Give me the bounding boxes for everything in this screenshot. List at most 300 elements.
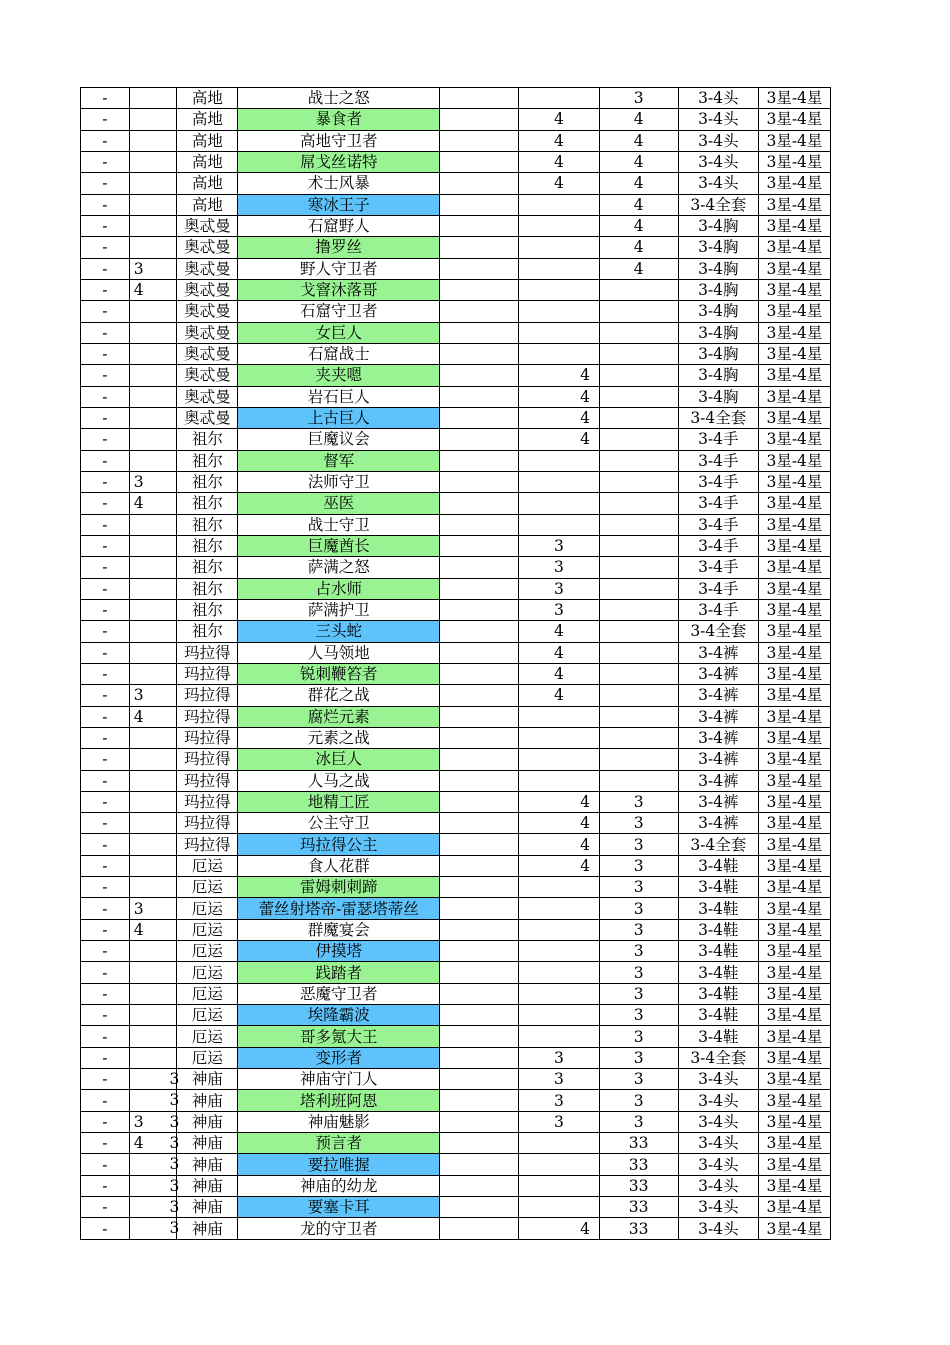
stars-cell[interactable]: 3星-4星 (758, 1175, 830, 1196)
stars-cell[interactable]: 3星-4星 (758, 749, 830, 770)
region-cell[interactable]: 祖尔 (177, 621, 238, 642)
tier-cell[interactable] (129, 983, 177, 1004)
blank-cell[interactable] (440, 130, 519, 151)
boss-cell[interactable]: 高地守卫者 (238, 130, 440, 151)
region-cell[interactable]: 玛拉得 (177, 813, 238, 834)
blank-cell[interactable] (440, 279, 519, 300)
num-b-cell[interactable] (599, 578, 678, 599)
stars-cell[interactable]: 3星-4星 (758, 279, 830, 300)
boss-cell[interactable]: 人马领地 (238, 642, 440, 663)
tier-cell[interactable] (129, 301, 177, 322)
region-cell[interactable]: 玛拉得 (177, 642, 238, 663)
blank-cell[interactable] (440, 855, 519, 876)
num-b-cell[interactable]: 4 (599, 215, 678, 236)
blank-cell[interactable] (440, 215, 519, 236)
num-b-cell[interactable] (599, 770, 678, 791)
tier-cell[interactable] (129, 130, 177, 151)
blank-cell[interactable] (440, 237, 519, 258)
region-cell[interactable]: 高地 (177, 194, 238, 215)
num-b-cell[interactable]: 3 (599, 88, 678, 109)
boss-cell[interactable]: 撸罗丝 (238, 237, 440, 258)
blank-cell[interactable] (440, 1154, 519, 1175)
tier-cell[interactable] (129, 215, 177, 236)
dash-cell[interactable]: - (81, 898, 130, 919)
num-a-cell[interactable] (519, 365, 599, 386)
gear-cell[interactable]: 3-4头 (678, 1111, 758, 1132)
stars-cell[interactable]: 3星-4星 (758, 685, 830, 706)
num-b-cell[interactable] (599, 429, 678, 450)
stars-cell[interactable]: 3星-4星 (758, 514, 830, 535)
stars-cell[interactable]: 3星-4星 (758, 834, 830, 855)
num-b-cell[interactable]: 4 (599, 130, 678, 151)
region-cell[interactable]: 祖尔 (177, 535, 238, 556)
num-a-cell[interactable] (519, 1090, 599, 1111)
gear-cell[interactable]: 3-4全套 (678, 1047, 758, 1068)
region-cell[interactable]: 厄运 (177, 1005, 238, 1026)
tier-cell[interactable] (129, 535, 177, 556)
dash-cell[interactable]: - (81, 727, 130, 748)
gear-cell[interactable]: 3-4胸 (678, 215, 758, 236)
gear-cell[interactable]: 3-4手 (678, 557, 758, 578)
gear-cell[interactable]: 3-4裤 (678, 727, 758, 748)
dash-cell[interactable]: - (81, 535, 130, 556)
dash-cell[interactable]: - (81, 343, 130, 364)
boss-cell[interactable]: 践踏者 (238, 962, 440, 983)
tier-cell[interactable] (129, 813, 177, 834)
region-cell[interactable]: 玛拉得 (177, 834, 238, 855)
blank-cell[interactable] (440, 642, 519, 663)
num-a-cell[interactable] (519, 706, 599, 727)
stars-cell[interactable]: 3星-4星 (758, 621, 830, 642)
region-cell[interactable]: 神庙 (177, 1111, 238, 1132)
blank-cell[interactable] (440, 599, 519, 620)
blank-cell[interactable] (440, 877, 519, 898)
num-b-cell[interactable]: 3 (599, 919, 678, 940)
blank-cell[interactable] (440, 493, 519, 514)
num-b-cell[interactable]: 3 (599, 1069, 678, 1090)
stars-cell[interactable]: 3星-4星 (758, 1069, 830, 1090)
gear-cell[interactable]: 3-4鞋 (678, 877, 758, 898)
num-a-cell[interactable] (519, 919, 599, 940)
blank-cell[interactable] (440, 407, 519, 428)
gear-cell[interactable]: 3-4裤 (678, 770, 758, 791)
num-a-cell[interactable] (519, 1133, 599, 1154)
tier-cell[interactable] (129, 1069, 180, 1090)
gear-cell[interactable]: 3-4头 (678, 1197, 758, 1218)
blank-cell[interactable] (440, 1090, 519, 1111)
tier-cell[interactable] (129, 621, 177, 642)
num-b-cell[interactable]: 4 (599, 151, 678, 172)
stars-cell[interactable]: 3星-4星 (758, 642, 830, 663)
region-cell[interactable]: 祖尔 (177, 471, 238, 492)
boss-cell[interactable]: 巫医 (238, 493, 440, 514)
boss-cell[interactable]: 群花之战 (238, 685, 440, 706)
blank-cell[interactable] (440, 621, 519, 642)
blank-cell[interactable] (440, 941, 519, 962)
boss-cell[interactable]: 玛拉得公主 (238, 834, 440, 855)
stars-cell[interactable]: 3星-4星 (758, 877, 830, 898)
gear-cell[interactable]: 3-4全套 (678, 834, 758, 855)
num-b-cell[interactable]: 4 (599, 194, 678, 215)
gear-cell[interactable]: 3-4鞋 (678, 941, 758, 962)
num-b-cell[interactable]: 3 (599, 791, 678, 812)
region-cell[interactable]: 祖尔 (177, 599, 238, 620)
tier-cell[interactable] (129, 1047, 177, 1068)
dash-cell[interactable]: - (81, 557, 130, 578)
tier-cell[interactable] (129, 791, 177, 812)
num-a-cell[interactable] (519, 386, 599, 407)
num-a-cell[interactable] (519, 557, 599, 578)
stars-cell[interactable]: 3星-4星 (758, 919, 830, 940)
tier-cell[interactable] (129, 1005, 177, 1026)
dash-cell[interactable]: - (81, 983, 130, 1004)
region-cell[interactable]: 高地 (177, 173, 238, 194)
dash-cell[interactable]: - (81, 749, 130, 770)
num-b-cell[interactable]: 3 (599, 1026, 678, 1047)
tier-cell[interactable] (129, 386, 177, 407)
blank-cell[interactable] (440, 663, 519, 684)
gear-cell[interactable]: 3-4头 (678, 1154, 758, 1175)
num-b-cell[interactable] (599, 365, 678, 386)
stars-cell[interactable]: 3星-4星 (758, 983, 830, 1004)
num-b-cell[interactable] (599, 727, 678, 748)
stars-cell[interactable]: 3星-4星 (758, 706, 830, 727)
gear-cell[interactable]: 3-4头 (678, 1069, 758, 1090)
dash-cell[interactable]: - (81, 770, 130, 791)
stars-cell[interactable]: 3星-4星 (758, 898, 830, 919)
num-a-cell[interactable] (519, 151, 599, 172)
region-cell[interactable]: 奥忒曼 (177, 258, 238, 279)
blank-cell[interactable] (440, 727, 519, 748)
dash-cell[interactable]: - (81, 1197, 130, 1218)
num-b-cell[interactable]: 4 (599, 173, 678, 194)
boss-cell[interactable]: 屌戈丝诺特 (238, 151, 440, 172)
blank-cell[interactable] (440, 1026, 519, 1047)
num-b-cell[interactable]: 3 (599, 1005, 678, 1026)
tier-cell[interactable] (129, 855, 177, 876)
num-b-cell[interactable]: 4 (599, 237, 678, 258)
boss-cell[interactable]: 寒冰王子 (238, 194, 440, 215)
blank-cell[interactable] (440, 983, 519, 1004)
stars-cell[interactable]: 3星-4星 (758, 258, 830, 279)
gear-cell[interactable]: 3-4鞋 (678, 962, 758, 983)
tier-cell[interactable] (129, 578, 177, 599)
boss-cell[interactable]: 地精工匠 (238, 791, 440, 812)
num-b-cell[interactable]: 3 (599, 983, 678, 1004)
region-cell[interactable]: 奥忒曼 (177, 215, 238, 236)
num-b-cell[interactable]: 3 (599, 1090, 678, 1111)
dash-cell[interactable]: - (81, 471, 130, 492)
dash-cell[interactable]: - (81, 173, 130, 194)
blank-cell[interactable] (440, 578, 519, 599)
gear-cell[interactable]: 3-4头 (678, 88, 758, 109)
num-a-cell[interactable] (519, 685, 599, 706)
gear-cell[interactable]: 3-4胸 (678, 343, 758, 364)
num-b-cell[interactable] (599, 514, 678, 535)
tier-cell[interactable] (129, 599, 177, 620)
tier-cell[interactable] (129, 173, 177, 194)
num-b-cell[interactable] (599, 450, 678, 471)
region-cell[interactable]: 厄运 (177, 1026, 238, 1047)
dash-cell[interactable]: - (81, 791, 130, 812)
num-a-cell[interactable] (519, 877, 599, 898)
blank-cell[interactable] (440, 770, 519, 791)
tier-cell[interactable] (129, 493, 177, 514)
gear-cell[interactable]: 3-4胸 (678, 322, 758, 343)
tier-cell[interactable] (129, 109, 177, 130)
num-a-cell[interactable] (519, 962, 599, 983)
boss-cell[interactable]: 萨满护卫 (238, 599, 440, 620)
tier-cell[interactable] (129, 941, 177, 962)
boss-cell[interactable]: 人马之战 (238, 770, 440, 791)
dash-cell[interactable]: - (81, 919, 130, 940)
gear-cell[interactable]: 3-4手 (678, 514, 758, 535)
num-b-cell[interactable] (599, 749, 678, 770)
region-cell[interactable]: 厄运 (177, 919, 238, 940)
dash-cell[interactable]: - (81, 1069, 130, 1090)
boss-cell[interactable]: 公主守卫 (238, 813, 440, 834)
boss-cell[interactable]: 变形者 (238, 1047, 440, 1068)
region-cell[interactable]: 神庙 (177, 1069, 238, 1090)
gear-cell[interactable]: 3-4鞋 (678, 919, 758, 940)
tier-cell[interactable] (129, 1154, 180, 1175)
tier-cell[interactable] (129, 642, 177, 663)
boss-cell[interactable]: 恶魔守卫者 (238, 983, 440, 1004)
gear-cell[interactable]: 3-4鞋 (678, 983, 758, 1004)
gear-cell[interactable]: 3-4胸 (678, 301, 758, 322)
tier-cell[interactable] (129, 450, 177, 471)
blank-cell[interactable] (440, 962, 519, 983)
tier-cell[interactable] (129, 1175, 180, 1196)
gear-cell[interactable]: 3-4鞋 (678, 1005, 758, 1026)
dash-cell[interactable]: - (81, 599, 130, 620)
tier-cell[interactable] (129, 877, 177, 898)
boss-cell[interactable]: 伊摸塔 (238, 941, 440, 962)
dash-cell[interactable]: - (81, 215, 130, 236)
gear-cell[interactable]: 3-4胸 (678, 237, 758, 258)
blank-cell[interactable] (440, 898, 519, 919)
num-b-cell[interactable]: 33 (599, 1175, 678, 1196)
region-cell[interactable]: 高地 (177, 151, 238, 172)
num-a-cell[interactable] (519, 194, 599, 215)
num-b-cell[interactable] (599, 599, 678, 620)
boss-cell[interactable]: 占水师 (238, 578, 440, 599)
region-cell[interactable]: 神庙 (177, 1154, 238, 1175)
gear-cell[interactable]: 3-4头 (678, 1175, 758, 1196)
stars-cell[interactable]: 3星-4星 (758, 215, 830, 236)
num-b-cell[interactable] (599, 685, 678, 706)
region-cell[interactable]: 玛拉得 (177, 770, 238, 791)
num-a-cell[interactable] (519, 215, 599, 236)
dash-cell[interactable]: - (81, 1133, 130, 1154)
dash-cell[interactable]: - (81, 322, 130, 343)
region-cell[interactable]: 厄运 (177, 983, 238, 1004)
num-b-cell[interactable]: 33 (599, 1133, 678, 1154)
dash-cell[interactable]: - (81, 194, 130, 215)
num-b-cell[interactable] (599, 279, 678, 300)
tier-cell[interactable] (129, 258, 177, 279)
boss-cell[interactable]: 塔利班阿恩 (238, 1090, 440, 1111)
num-b-cell[interactable] (599, 642, 678, 663)
num-b-cell[interactable] (599, 471, 678, 492)
tier-cell[interactable] (129, 365, 177, 386)
num-a-cell[interactable] (519, 301, 599, 322)
gear-cell[interactable]: 3-4手 (678, 493, 758, 514)
tier-cell[interactable] (129, 322, 177, 343)
region-cell[interactable]: 奥忒曼 (177, 237, 238, 258)
region-cell[interactable]: 厄运 (177, 962, 238, 983)
dash-cell[interactable]: - (81, 88, 130, 109)
boss-cell[interactable]: 石窟战士 (238, 343, 440, 364)
gear-cell[interactable]: 3-4头 (678, 1133, 758, 1154)
region-cell[interactable]: 奥忒曼 (177, 407, 238, 428)
gear-cell[interactable]: 3-4手 (678, 429, 758, 450)
stars-cell[interactable]: 3星-4星 (758, 1197, 830, 1218)
num-a-cell[interactable] (519, 471, 599, 492)
boss-cell[interactable]: 萨满之怒 (238, 557, 440, 578)
stars-cell[interactable]: 3星-4星 (758, 578, 830, 599)
dash-cell[interactable]: - (81, 706, 130, 727)
boss-cell[interactable]: 锐刺鞭笞者 (238, 663, 440, 684)
tier-cell[interactable] (129, 343, 177, 364)
dash-cell[interactable]: - (81, 962, 130, 983)
stars-cell[interactable]: 3星-4星 (758, 450, 830, 471)
num-b-cell[interactable] (599, 663, 678, 684)
blank-cell[interactable] (440, 706, 519, 727)
gear-cell[interactable]: 3-4手 (678, 599, 758, 620)
dash-cell[interactable]: - (81, 1218, 130, 1239)
num-a-cell[interactable] (519, 407, 599, 428)
num-a-cell[interactable] (519, 343, 599, 364)
stars-cell[interactable]: 3星-4星 (758, 941, 830, 962)
stars-cell[interactable]: 3星-4星 (758, 1047, 830, 1068)
blank-cell[interactable] (440, 343, 519, 364)
blank-cell[interactable] (440, 88, 519, 109)
region-cell[interactable]: 祖尔 (177, 493, 238, 514)
tier-cell[interactable] (129, 685, 177, 706)
num-a-cell[interactable] (519, 813, 599, 834)
region-cell[interactable]: 奥忒曼 (177, 386, 238, 407)
tier-cell[interactable] (129, 727, 177, 748)
dash-cell[interactable]: - (81, 1154, 130, 1175)
region-cell[interactable]: 玛拉得 (177, 791, 238, 812)
blank-cell[interactable] (440, 1133, 519, 1154)
boss-cell[interactable]: 蕾丝射塔帝-雷瑟塔蒂丝 (238, 898, 440, 919)
stars-cell[interactable]: 3星-4星 (758, 727, 830, 748)
dash-cell[interactable]: - (81, 855, 130, 876)
gear-cell[interactable]: 3-4手 (678, 578, 758, 599)
boss-cell[interactable]: 上古巨人 (238, 407, 440, 428)
blank-cell[interactable] (440, 749, 519, 770)
blank-cell[interactable] (440, 1175, 519, 1196)
num-b-cell[interactable] (599, 301, 678, 322)
gear-cell[interactable]: 3-4头 (678, 151, 758, 172)
blank-cell[interactable] (440, 535, 519, 556)
boss-cell[interactable]: 巨魔议会 (238, 429, 440, 450)
boss-cell[interactable]: 战士之怒 (238, 88, 440, 109)
dash-cell[interactable]: - (81, 578, 130, 599)
tier-cell[interactable] (129, 194, 177, 215)
blank-cell[interactable] (440, 1047, 519, 1068)
num-b-cell[interactable]: 3 (599, 962, 678, 983)
num-a-cell[interactable] (519, 88, 599, 109)
num-a-cell[interactable] (519, 258, 599, 279)
blank-cell[interactable] (440, 1218, 519, 1239)
gear-cell[interactable]: 3-4鞋 (678, 855, 758, 876)
tier-cell[interactable] (129, 1090, 180, 1111)
dash-cell[interactable]: - (81, 407, 130, 428)
blank-cell[interactable] (440, 1111, 519, 1132)
gear-cell[interactable]: 3-4裤 (678, 663, 758, 684)
blank-cell[interactable] (440, 301, 519, 322)
num-b-cell[interactable] (599, 343, 678, 364)
blank-cell[interactable] (440, 834, 519, 855)
boss-cell[interactable]: 石窟守卫者 (238, 301, 440, 322)
boss-cell[interactable]: 三头蛇 (238, 621, 440, 642)
region-cell[interactable]: 高地 (177, 88, 238, 109)
blank-cell[interactable] (440, 429, 519, 450)
region-cell[interactable]: 神庙 (177, 1133, 238, 1154)
dash-cell[interactable]: - (81, 514, 130, 535)
num-a-cell[interactable] (519, 941, 599, 962)
tier-cell[interactable] (129, 88, 177, 109)
dash-cell[interactable]: - (81, 493, 130, 514)
region-cell[interactable]: 玛拉得 (177, 663, 238, 684)
tier-cell[interactable] (129, 1133, 180, 1154)
gear-cell[interactable]: 3-4胸 (678, 279, 758, 300)
stars-cell[interactable]: 3星-4星 (758, 173, 830, 194)
boss-cell[interactable]: 戈窨沐落哥 (238, 279, 440, 300)
num-a-cell[interactable] (519, 109, 599, 130)
boss-cell[interactable]: 食人花群 (238, 855, 440, 876)
num-b-cell[interactable] (599, 535, 678, 556)
num-b-cell[interactable] (599, 407, 678, 428)
dash-cell[interactable]: - (81, 834, 130, 855)
boss-cell[interactable]: 巨魔酋长 (238, 535, 440, 556)
region-cell[interactable]: 玛拉得 (177, 706, 238, 727)
region-cell[interactable]: 高地 (177, 109, 238, 130)
blank-cell[interactable] (440, 919, 519, 940)
tier-cell[interactable] (129, 1026, 177, 1047)
dash-cell[interactable]: - (81, 642, 130, 663)
num-a-cell[interactable] (519, 1047, 599, 1068)
dash-cell[interactable]: - (81, 109, 130, 130)
gear-cell[interactable]: 3-4头 (678, 1090, 758, 1111)
gear-cell[interactable]: 3-4全套 (678, 621, 758, 642)
region-cell[interactable]: 厄运 (177, 898, 238, 919)
num-a-cell[interactable] (519, 279, 599, 300)
num-a-cell[interactable] (519, 791, 599, 812)
gear-cell[interactable]: 3-4胸 (678, 386, 758, 407)
stars-cell[interactable]: 3星-4星 (758, 1005, 830, 1026)
region-cell[interactable]: 祖尔 (177, 578, 238, 599)
gear-cell[interactable]: 3-4手 (678, 450, 758, 471)
blank-cell[interactable] (440, 258, 519, 279)
num-b-cell[interactable] (599, 386, 678, 407)
gear-cell[interactable]: 3-4手 (678, 471, 758, 492)
dash-cell[interactable]: - (81, 237, 130, 258)
num-a-cell[interactable] (519, 599, 599, 620)
tier-cell[interactable] (129, 429, 177, 450)
gear-cell[interactable]: 3-4全套 (678, 194, 758, 215)
dash-cell[interactable]: - (81, 1175, 130, 1196)
num-b-cell[interactable]: 4 (599, 109, 678, 130)
region-cell[interactable]: 神庙 (177, 1175, 238, 1196)
num-a-cell[interactable] (519, 130, 599, 151)
num-b-cell[interactable]: 3 (599, 813, 678, 834)
tier-cell[interactable] (129, 471, 177, 492)
dash-cell[interactable]: - (81, 130, 130, 151)
